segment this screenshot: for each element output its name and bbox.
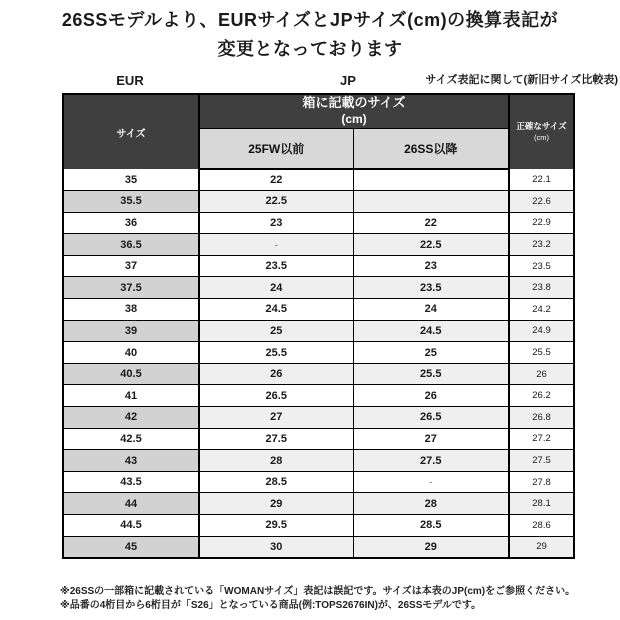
accurate-size-cell: 26.8 <box>509 407 574 429</box>
eur-size-cell: 45 <box>63 536 199 558</box>
fw25-size-cell: 23 <box>199 212 353 234</box>
table-row <box>63 536 574 558</box>
accurate-size-cell: 22.9 <box>509 212 574 234</box>
fw25-size-cell: 27.5 <box>199 428 353 450</box>
table-row <box>63 234 574 256</box>
eur-size-cell: 43 <box>63 450 199 472</box>
fw25-size-cell: 27 <box>199 407 353 429</box>
fw25-size-cell: 24.5 <box>199 299 353 321</box>
ss26-size-cell: 27.5 <box>353 450 509 472</box>
accurate-size-cell: 28.1 <box>509 493 574 515</box>
table-row <box>63 169 574 191</box>
table-row <box>63 277 574 299</box>
footnote-1: ※26SSの一部箱に記載されている「WOMANサイズ」表記は誤記です。サイズは本表のJP(cm)をご参照ください。 <box>60 586 576 597</box>
jp-column-label: JP <box>340 73 356 88</box>
accurate-size-header-text: 正確なサイズ <box>516 121 567 131</box>
table-row <box>63 212 574 234</box>
accurate-size-header-unit: (cm) <box>534 133 549 142</box>
table-row <box>63 363 574 385</box>
fw25-size-cell: 25 <box>199 320 353 342</box>
eur-size-cell: 35 <box>63 169 199 191</box>
ss26-size-cell: 28.5 <box>353 515 509 537</box>
accurate-size-cell: 26.2 <box>509 385 574 407</box>
accurate-size-cell: 23.8 <box>509 277 574 299</box>
box-size-header-unit: (cm) <box>341 112 367 127</box>
table-row <box>63 255 574 277</box>
fw25-size-cell: 29.5 <box>199 515 353 537</box>
ss26-size-cell: 23 <box>353 255 509 277</box>
eur-size-cell: 44 <box>63 493 199 515</box>
eur-size-cell: 35.5 <box>63 191 199 213</box>
ss26-size-cell: 26 <box>353 385 509 407</box>
page-title-line1: 26SSモデルより、EURサイズとJPサイズ(cm)の換算表記が <box>61 10 559 30</box>
eur-size-cell: 40.5 <box>63 363 199 385</box>
ss26-size-cell: 23.5 <box>353 277 509 299</box>
ss26-size-cell: 24 <box>353 299 509 321</box>
eur-column-label: EUR <box>116 73 144 88</box>
ss26-size-cell <box>353 169 509 191</box>
eur-size-cell: 37.5 <box>63 277 199 299</box>
eur-size-cell: 36.5 <box>63 234 199 256</box>
fw25-size-cell: 22.5 <box>199 191 353 213</box>
accurate-size-cell: 27.5 <box>509 450 574 472</box>
eur-size-cell: 40 <box>63 342 199 364</box>
eur-size-cell: 42 <box>63 407 199 429</box>
footnotes <box>60 585 616 612</box>
fw25-size-cell: 26 <box>199 363 353 385</box>
ss26-size-cell: 25 <box>353 342 509 364</box>
table-body <box>63 169 574 558</box>
fw25-size-cell: 29 <box>199 493 353 515</box>
size-column-header: サイズ <box>63 94 199 169</box>
ss26-size-cell <box>353 191 509 213</box>
accurate-size-cell: 27.2 <box>509 428 574 450</box>
accurate-size-cell: 25.5 <box>509 342 574 364</box>
ss26-size-cell: 22.5 <box>353 234 509 256</box>
accurate-size-cell: 29 <box>509 536 574 558</box>
table-row <box>63 299 574 321</box>
table-row <box>63 407 574 429</box>
table-row <box>63 191 574 213</box>
table-row <box>63 428 574 450</box>
box-size-header <box>199 94 509 128</box>
fw25-size-cell: 26.5 <box>199 385 353 407</box>
col-26ss-header: 26SS以降 <box>353 128 509 169</box>
table-row <box>63 385 574 407</box>
eur-size-cell: 43.5 <box>63 471 199 493</box>
accurate-size-cell: 26 <box>509 363 574 385</box>
accurate-size-column-header <box>509 94 574 169</box>
eur-size-cell: 36 <box>63 212 199 234</box>
eur-size-cell: 39 <box>63 320 199 342</box>
eur-size-cell: 38 <box>63 299 199 321</box>
table-row <box>63 342 574 364</box>
ss26-size-cell: 24.5 <box>353 320 509 342</box>
ss26-size-cell: 29 <box>353 536 509 558</box>
eur-size-cell: 44.5 <box>63 515 199 537</box>
ss26-size-cell: - <box>353 471 509 493</box>
table-row <box>63 471 574 493</box>
ss26-size-cell: 26.5 <box>353 407 509 429</box>
fw25-size-cell: 22 <box>199 169 353 191</box>
ss26-size-cell: 22 <box>353 212 509 234</box>
fw25-size-cell: 24 <box>199 277 353 299</box>
eur-size-cell: 41 <box>63 385 199 407</box>
col-25fw-header: 25FW以前 <box>199 128 353 169</box>
ss26-size-cell: 27 <box>353 428 509 450</box>
fw25-size-cell: 28.5 <box>199 471 353 493</box>
table-header-row-1 <box>63 94 574 128</box>
eur-size-cell: 37 <box>63 255 199 277</box>
fw25-size-cell: 25.5 <box>199 342 353 364</box>
accurate-size-cell: 27.8 <box>509 471 574 493</box>
size-conversion-table <box>62 93 575 559</box>
footnote-2: ※品番の4桁目から6桁目が「S26」となっている商品(例:TOPS2676IN)が、26SSモデルです。 <box>60 599 482 611</box>
page-title <box>0 6 620 64</box>
table-row <box>63 515 574 537</box>
accurate-size-cell: 23.5 <box>509 255 574 277</box>
ss26-size-cell: 28 <box>353 493 509 515</box>
table-row <box>63 320 574 342</box>
page-title-line2: 変更となっております <box>217 39 403 59</box>
size-comparison-note: サイズ表記に関して(新旧サイズ比較表) <box>425 74 618 86</box>
accurate-size-cell: 23.2 <box>509 234 574 256</box>
accurate-size-cell: 22.1 <box>509 169 574 191</box>
table-row <box>63 493 574 515</box>
accurate-size-cell: 22.6 <box>509 191 574 213</box>
table-row <box>63 450 574 472</box>
fw25-size-cell: 28 <box>199 450 353 472</box>
accurate-size-cell: 24.2 <box>509 299 574 321</box>
accurate-size-cell: 28.6 <box>509 515 574 537</box>
box-size-header-text: 箱に記載のサイズ <box>302 95 406 111</box>
accurate-size-cell: 24.9 <box>509 320 574 342</box>
fw25-size-cell: - <box>199 234 353 256</box>
ss26-size-cell: 25.5 <box>353 363 509 385</box>
fw25-size-cell: 23.5 <box>199 255 353 277</box>
fw25-size-cell: 30 <box>199 536 353 558</box>
eur-size-cell: 42.5 <box>63 428 199 450</box>
